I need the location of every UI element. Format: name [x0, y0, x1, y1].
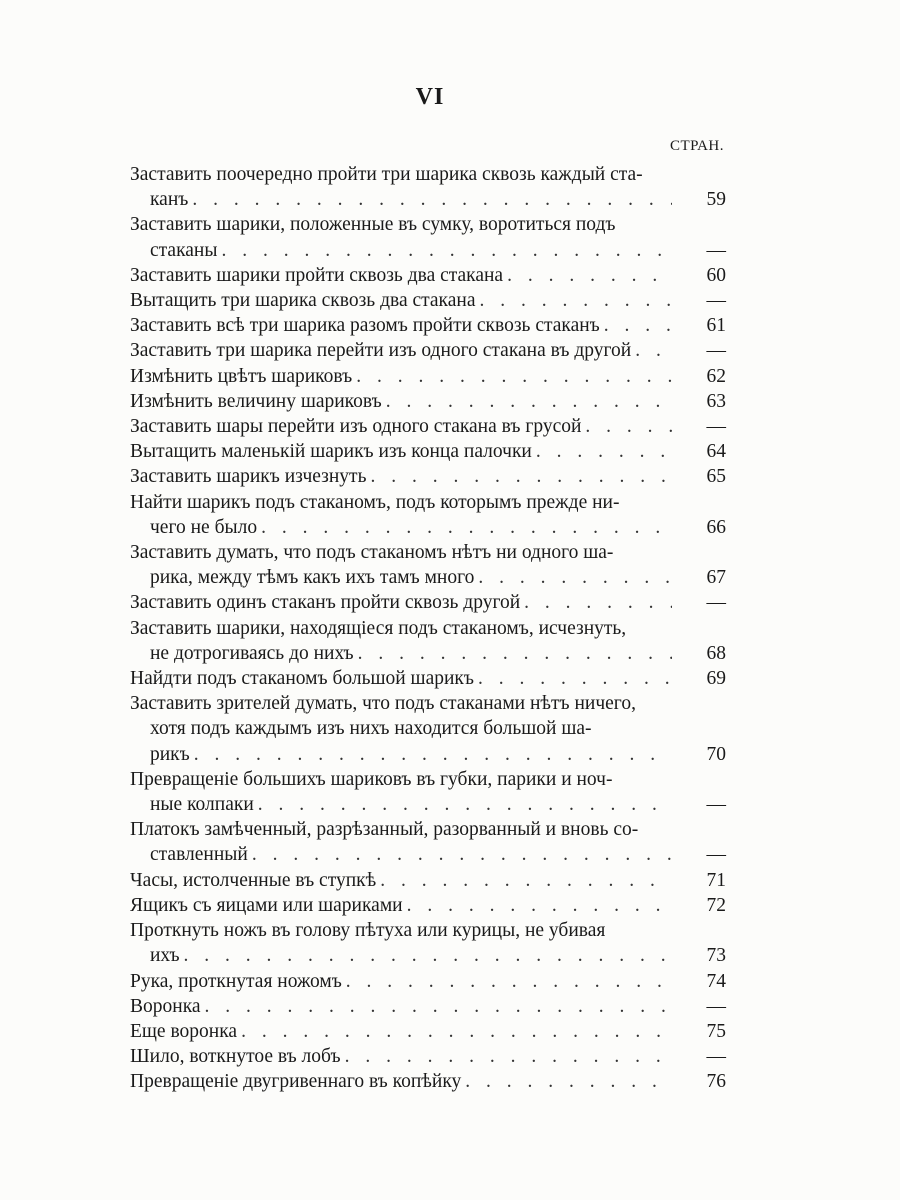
dot-leader [635, 338, 672, 363]
toc-entry-line [130, 389, 726, 414]
toc-entry-title: Воронка [130, 995, 201, 1017]
toc-entry [130, 288, 726, 313]
toc-entry-line [130, 288, 726, 313]
toc-entry-title: Найти шарикъ подъ стаканомъ, подъ которымъ прежде ни- [130, 491, 620, 513]
toc-entry-line [130, 691, 726, 716]
toc-entry-title: не дотрогиваясь до нихъ [150, 642, 354, 664]
dot-leader [604, 313, 672, 338]
toc-page-number: 59 [706, 189, 726, 211]
toc-entry-title: Платокъ замѣченный, разрѣзанный, разорванный и вновь со- [130, 819, 639, 841]
dot-leader [479, 288, 672, 313]
toc-entry-title: канъ [150, 189, 189, 211]
toc-entry-title: рикъ [150, 743, 190, 765]
toc-entry-line [130, 212, 726, 237]
toc-entry-line [130, 641, 726, 666]
toc-entry [130, 666, 726, 691]
toc-entry [130, 212, 726, 262]
toc-entry-title: Заставить шарики пройти сквозь два стакана [130, 264, 504, 286]
toc-page-number: 63 [706, 390, 726, 412]
toc-page-number: — [706, 844, 726, 866]
toc-entry-line [130, 767, 726, 792]
toc-entry-line [130, 842, 726, 867]
toc-entry-title: ставленный [150, 844, 248, 866]
toc-entry-title: чего не было [150, 516, 258, 538]
dot-leader [252, 842, 672, 867]
toc-page-number: — [706, 239, 726, 261]
toc-entry-title: рика, между тѣмъ какъ ихъ тамъ много [150, 567, 475, 589]
toc-entry-line [130, 893, 726, 918]
toc-entry-title: Превращеніе большихъ шариковъ въ губки, парики и ноч- [130, 768, 613, 790]
toc-entry-line [130, 439, 726, 464]
toc-entry-line [130, 969, 726, 994]
toc-entry [130, 817, 726, 867]
toc-entry-line [130, 742, 726, 767]
toc-entry-line [130, 1044, 726, 1069]
toc-entry [130, 364, 726, 389]
toc-entry [130, 464, 726, 489]
toc-entry [130, 1019, 726, 1044]
dot-leader [585, 414, 672, 439]
toc-entry-line [130, 313, 726, 338]
toc-entry [130, 263, 726, 288]
toc-entry-line [130, 464, 726, 489]
dot-leader [370, 464, 672, 489]
toc-page-number: — [706, 1046, 726, 1068]
dot-leader [386, 389, 672, 414]
toc-entry [130, 162, 726, 212]
toc-entry [130, 590, 726, 615]
toc-entry-line [130, 616, 726, 641]
toc-entry [130, 439, 726, 464]
toc-page-number: 75 [706, 1020, 726, 1042]
toc-entry-title: Измѣнить величину шариковъ [130, 390, 382, 412]
toc-page-number: — [706, 592, 726, 614]
toc-entry [130, 767, 726, 817]
toc-page-number: 64 [706, 441, 726, 463]
dot-leader [358, 641, 672, 666]
toc-entry-line [130, 994, 726, 1019]
toc-entry-title: Заставить шарикъ изчезнуть [130, 466, 367, 488]
toc-entry-title: Вытащить маленькій шарикъ изъ конца палочки [130, 441, 532, 463]
toc-entry-title: Шило, воткнутое въ лобъ [130, 1046, 341, 1068]
dot-leader [524, 590, 672, 615]
toc-entry-line [130, 868, 726, 893]
dot-leader [465, 1069, 672, 1094]
dot-leader [356, 364, 672, 389]
toc-page-number: — [706, 340, 726, 362]
toc-entry-line [130, 263, 726, 288]
toc-entry [130, 1044, 726, 1069]
dot-leader [380, 868, 672, 893]
toc-page-number: — [706, 995, 726, 1017]
toc-entry-line [130, 238, 726, 263]
toc-page-number: — [706, 794, 726, 816]
toc-entry [130, 691, 726, 767]
toc-entry-title: Заставить одинъ стаканъ пройти сквозь другой [130, 592, 521, 614]
toc-entry-title: Еще воронка [130, 1020, 238, 1042]
toc-entry-title: Вытащить три шарика сквозь два стакана [130, 290, 476, 312]
toc-entry [130, 313, 726, 338]
toc-entry-line [130, 943, 726, 968]
toc-page-number: 71 [706, 869, 726, 891]
toc-entry-title: Заставить три шарика перейти изъ одного стакана въ другой [130, 340, 632, 362]
toc-entry [130, 1069, 726, 1094]
dot-leader [184, 943, 672, 968]
toc-entry-title: Ящикъ съ яицами или шариками [130, 894, 403, 916]
toc-entry-line [130, 338, 726, 363]
dot-leader [261, 515, 672, 540]
toc-entry-title: Заставить всѣ три шарика разомъ пройти сквозь стаканъ [130, 315, 600, 337]
toc-entry-title: ихъ [150, 945, 180, 967]
toc-page-number: — [706, 416, 726, 438]
toc-entry [130, 969, 726, 994]
dot-leader [194, 742, 672, 767]
toc-entry-line [130, 590, 726, 615]
toc-entry-title: Измѣнить цвѣтъ шариковъ [130, 365, 353, 387]
dot-leader [536, 439, 672, 464]
toc-entry-line [130, 666, 726, 691]
page-column-header: СТРАН. [669, 138, 724, 154]
toc-entry-title: Часы, истолченные въ ступкѣ [130, 869, 377, 891]
dot-leader [407, 893, 672, 918]
dot-leader [507, 263, 672, 288]
dot-leader [205, 994, 672, 1019]
toc-entry-line [130, 565, 726, 590]
toc-entry [130, 540, 726, 590]
toc-entry-line [130, 1069, 726, 1094]
toc-entry-title: Рука, проткнутая ножомъ [130, 970, 342, 992]
toc-entry-title: Заставить шарики, положенные въ сумку, воротиться подъ [130, 214, 616, 236]
toc-entry-title: Найдти подъ стаканомъ большой шарикъ [130, 668, 474, 690]
toc-entry [130, 918, 726, 968]
toc-entry-line [130, 817, 726, 842]
toc-entry-title: Заставить думать, что подъ стаканомъ нѣтъ ни одного ша- [130, 542, 614, 564]
toc-entry-line [130, 716, 726, 741]
toc-entry-line [130, 414, 726, 439]
dot-leader [241, 1019, 672, 1044]
toc-entry-line [130, 364, 726, 389]
toc-entry [130, 994, 726, 1019]
toc-entry-title: Заставить шары перейти изъ одного стакана въ грусой [130, 416, 582, 438]
toc-page-number: 65 [706, 466, 726, 488]
toc-entry-title: Заставить поочередно пройти три шарика сквозь каждый ста- [130, 164, 643, 185]
toc-page-number: 76 [706, 1071, 726, 1093]
toc-page-number: 70 [706, 743, 726, 765]
toc-page-number: 67 [706, 567, 726, 589]
toc-entry [130, 490, 726, 540]
toc-entry-title: Проткнуть ножъ въ голову пѣтуха или курицы, не убивая [130, 920, 606, 942]
toc-entry-line [130, 490, 726, 515]
dot-leader [258, 792, 672, 817]
toc-entry-line [130, 540, 726, 565]
toc-entry-line [130, 1019, 726, 1044]
page-number-header: VI [415, 84, 445, 110]
toc-page-number: 60 [706, 264, 726, 286]
toc-entry [130, 389, 726, 414]
toc-entry-title: хотя подъ каждымъ изъ нихъ находится большой ша- [150, 718, 592, 740]
toc-entry [130, 868, 726, 893]
toc-entry-line [130, 162, 726, 187]
dot-leader [478, 565, 672, 590]
toc-entry [130, 338, 726, 363]
dot-leader [478, 666, 672, 691]
toc-entry-title: Заставить шарики, находящіеся подъ стаканомъ, исчезнуть, [130, 617, 627, 639]
toc-page-number: 72 [706, 894, 726, 916]
toc-entry-title: стаканы [150, 239, 218, 261]
dot-leader [346, 969, 672, 994]
toc-entry-title: Превращеніе двугривеннаго въ копѣйку [130, 1071, 462, 1093]
toc-entry-title: Заставить зрителей думать, что подъ стаканами нѣтъ ничего, [130, 693, 636, 715]
toc-page-number: 74 [706, 970, 726, 992]
toc-entry [130, 616, 726, 666]
toc-entry [130, 893, 726, 918]
toc-page-number: 68 [706, 642, 726, 664]
toc-entry-line [130, 515, 726, 540]
toc-entry-line [130, 918, 726, 943]
toc-entry-line [130, 792, 726, 817]
toc-page-number: 66 [706, 516, 726, 538]
table-of-contents [130, 162, 726, 1095]
dot-leader [345, 1044, 672, 1069]
toc-page-number: 73 [706, 945, 726, 967]
toc-page-number: 62 [706, 365, 726, 387]
toc-page-number: 61 [706, 315, 726, 337]
toc-page-number: 69 [706, 668, 726, 690]
dot-leader [221, 238, 672, 263]
toc-entry [130, 414, 726, 439]
toc-entry-line [130, 187, 726, 212]
toc-page-number: — [706, 290, 726, 312]
dot-leader [192, 187, 672, 212]
toc-entry-title: ные колпаки [150, 794, 254, 816]
